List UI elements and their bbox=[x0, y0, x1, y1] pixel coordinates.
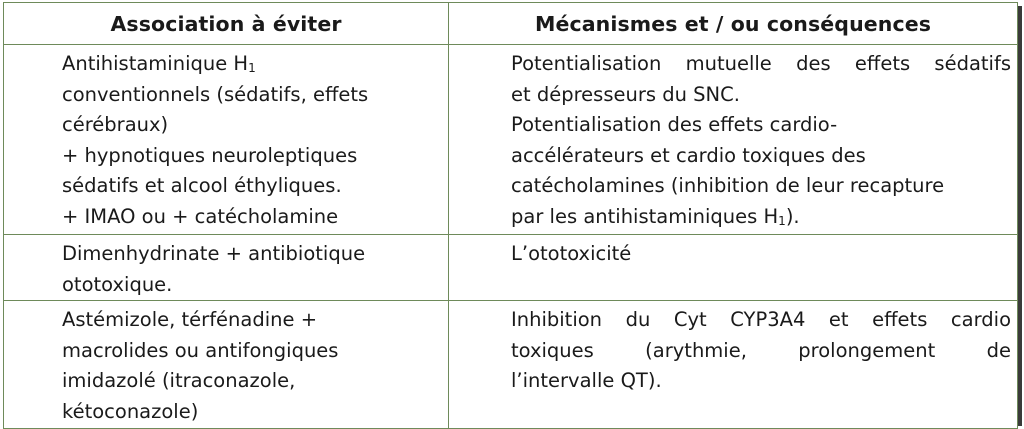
cell-line: catécholamines (inhibition de leur recapture bbox=[511, 174, 945, 198]
mechanism-cell bbox=[449, 45, 1018, 235]
cell-line: kétoconazole) bbox=[62, 399, 199, 423]
cell-line: Antihistaminique $H_1$ bbox=[62, 52, 256, 75]
association-cell bbox=[4, 235, 449, 301]
cell-line: et dépresseurs du SNC. bbox=[511, 82, 740, 106]
table-row bbox=[4, 301, 1018, 428]
cell-line: l’intervalle QT). bbox=[511, 369, 662, 393]
cell-line: + hypnotiques neuroleptiques bbox=[62, 143, 358, 167]
header-mechanisms: Mécanismes et / ou conséquences bbox=[449, 3, 1018, 45]
table-row bbox=[4, 235, 1018, 301]
cell-line: accélérateurs et cardio toxiques des bbox=[511, 143, 866, 167]
drug-interaction-table bbox=[3, 2, 1018, 429]
cell-line: Inhibition du Cyt CYP3A4 et effets cardio bbox=[511, 308, 1011, 332]
cell-line: L’ototoxicité bbox=[511, 242, 632, 265]
header-association: Association à éviter bbox=[4, 3, 449, 45]
cell-line: Potentialisation mutuelle des effets sédatifs bbox=[511, 52, 1011, 75]
cell-line: imidazolé (itraconazole, bbox=[62, 369, 296, 393]
cell-line: par les antihistaminiques $H_1$). bbox=[511, 204, 800, 228]
association-cell bbox=[4, 45, 449, 235]
cell-line: macrolides ou antifongiques bbox=[62, 338, 339, 362]
cell-line: ototoxique. bbox=[62, 272, 173, 296]
table-header-row bbox=[4, 3, 1018, 45]
association-cell bbox=[4, 301, 449, 428]
cell-line: sédatifs et alcool éthyliques. bbox=[62, 174, 342, 198]
cell-line: toxiques (arythmie, prolongement de bbox=[511, 338, 1011, 362]
cell-line: conventionnels (sédatifs, effets bbox=[62, 82, 369, 106]
cell-line: + IMAO ou + catécholamine bbox=[62, 204, 339, 228]
table-row bbox=[4, 45, 1018, 235]
mechanism-cell bbox=[449, 301, 1018, 428]
mechanism-cell bbox=[449, 235, 1018, 301]
cell-line: Astémizole, térfénadine + bbox=[62, 308, 318, 332]
cell-line: Dimenhydrinate + antibiotique bbox=[62, 242, 366, 265]
cell-line: Potentialisation des effets cardio- bbox=[511, 113, 838, 137]
cell-line: cérébraux) bbox=[62, 113, 169, 137]
